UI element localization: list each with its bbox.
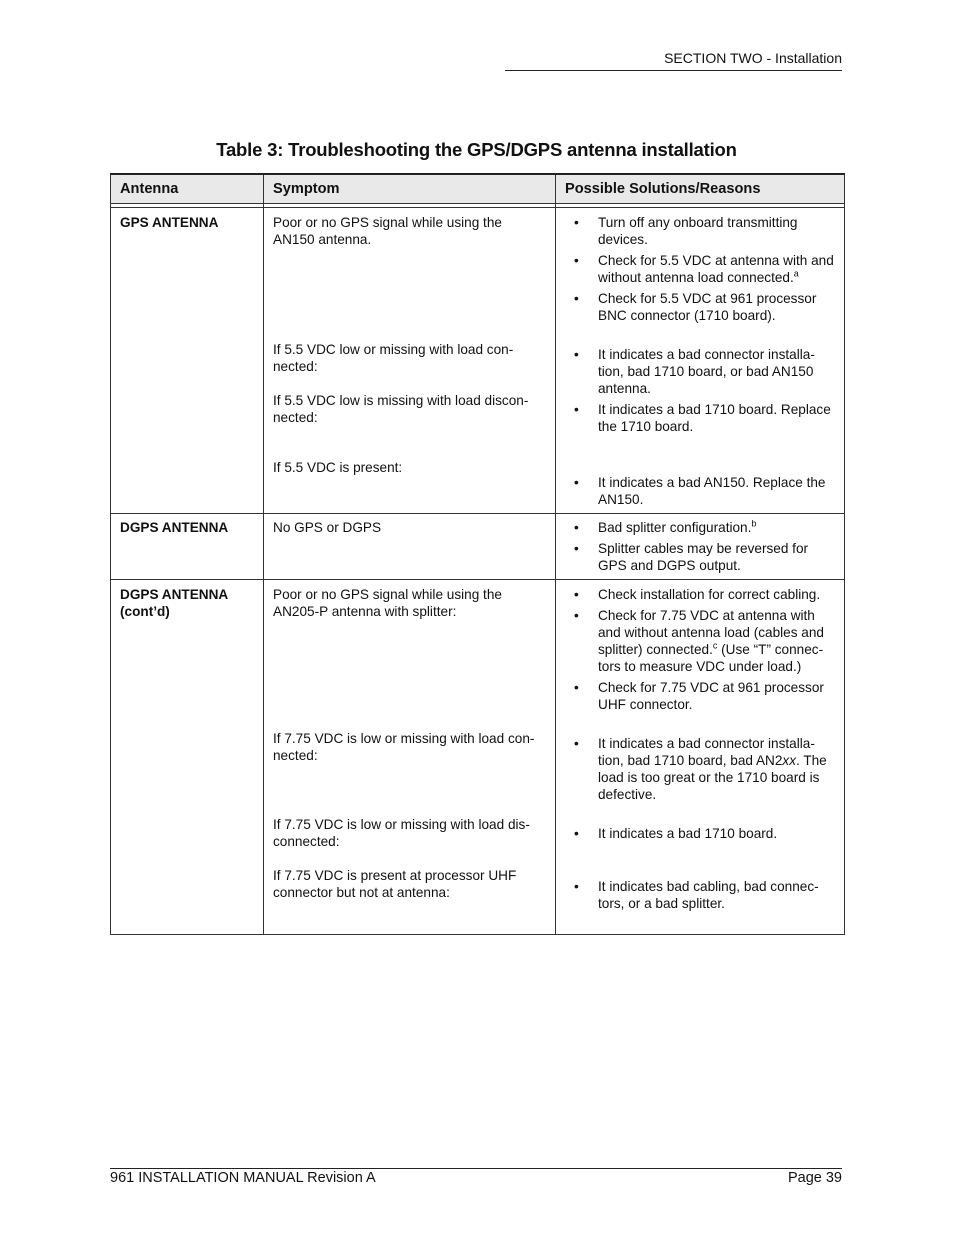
table-row [111, 580, 845, 935]
list-item: • It indicates a bad connector installa-tion, bad 1710 board, or bad AN150 antenna. [574, 347, 815, 396]
table-header-row [111, 174, 845, 204]
symptom-text: If 7.75 VDC is low or missing with load con-nected: [273, 731, 535, 763]
symptom-text: If 5.5 VDC low is missing with load discon-nected: [273, 393, 529, 425]
page-number: Page 39 [787, 1170, 842, 1186]
running-header: SECTION TWO - Installation [505, 50, 842, 71]
symptom-text: Poor or no GPS signal while using the AN150 antenna. [273, 215, 502, 247]
column-header-symptom: Symptom [264, 174, 556, 204]
symptom-text: If 7.75 VDC is low or missing with load dis-connected: [273, 817, 530, 849]
list-item: • Turn off any onboard transmitting devices. [574, 215, 798, 247]
table-title: Table 3: Troubleshooting the GPS/DGPS antenna installation [216, 139, 737, 160]
antenna-cell-continued: (cont’d) [120, 604, 170, 619]
list-item: • Check for 5.5 VDC at antenna with and without antenna load connected.$^a$ [574, 253, 834, 285]
table-row [111, 514, 845, 580]
list-item: • Bad splitter configuration.$^b$ [574, 518, 757, 535]
column-header-antenna: Antenna [111, 174, 264, 204]
symptom-text: No GPS or DGPS [273, 520, 382, 535]
list-item: • It indicates a bad AN150. Replace the AN150. [574, 475, 826, 507]
antenna-cell: DGPS ANTENNA [120, 587, 229, 602]
symptom-text: If 5.5 VDC low or missing with load con-nected: [273, 342, 514, 374]
list-item: • Check installation for correct cabling. [574, 587, 821, 602]
footer-manual-title: 961 INSTALLATION MANUAL Revision A [110, 1170, 376, 1186]
list-item: • Splitter cables may be reversed for GPS and DGPS output. [574, 541, 809, 573]
table-row [111, 208, 845, 514]
list-item: • Check for 7.75 VDC at 961 processor UHF connector. [574, 680, 824, 712]
column-header-solutions: Possible Solutions/Reasons [556, 174, 845, 204]
list-item: • It indicates bad cabling, bad connec-tors, or a bad splitter. [574, 879, 819, 911]
symptom-text: Poor or no GPS signal while using the AN205-P antenna with splitter: [273, 587, 502, 619]
list-item: • It indicates a bad 1710 board. Replace the 1710 board. [574, 402, 831, 434]
symptom-text: If 7.75 VDC is present at processor UHF connector but not at antenna: [273, 868, 517, 900]
list-item: • It indicates a bad connector installa-tion, bad 1710 board, bad AN2xx. The load is too great or the 1710 board is defective. [574, 736, 827, 802]
troubleshooting-table [110, 173, 845, 935]
list-item: • Check for 5.5 VDC at 961 processor BNC connector (1710 board). [574, 291, 817, 323]
symptom-text: If 5.5 VDC is present: [273, 460, 403, 475]
list-item: • It indicates a bad 1710 board. [574, 826, 778, 841]
antenna-cell: GPS ANTENNA [120, 215, 219, 230]
page-footer [110, 1168, 842, 1186]
antenna-cell: DGPS ANTENNA [120, 520, 229, 535]
list-item: • Check for 7.75 VDC at antenna with and without antenna load (cables and splitter) connected.$^c$ (Use “T” connec-tors to measure VDC under load.) [574, 608, 824, 674]
